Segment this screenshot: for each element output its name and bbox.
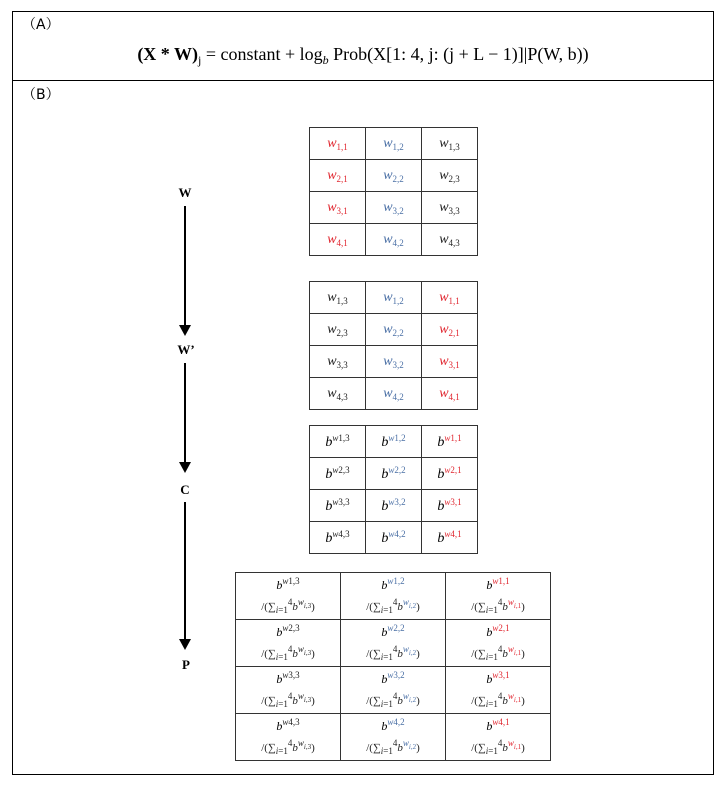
count-matrix-c xyxy=(309,425,478,554)
arrow-c-to-p xyxy=(184,502,186,640)
c-matrix-cell: $b^{w1,3}$ xyxy=(310,426,366,458)
p-matrix-cell: $b^{w1,2}$ $/(\sum_{i=1}^4b^{w_{i,2}})$ xyxy=(341,573,446,620)
w-matrix-row xyxy=(310,128,478,160)
formula-lhs: (X * W) xyxy=(137,44,198,64)
p-matrix-cell: $b^{w1,1}$ $/(\sum_{i=1}^4b^{w_{i,1}})$ xyxy=(446,573,551,620)
arrow-head-3 xyxy=(179,639,191,650)
convolution-formula xyxy=(0,44,726,68)
wprime-matrix-row xyxy=(310,378,478,410)
arrow-head-2 xyxy=(179,462,191,473)
wprime-matrix-row xyxy=(310,282,478,314)
formula-rhs: = constant + log xyxy=(205,44,323,64)
wprime-matrix-cell: $w_{2,2}$ xyxy=(366,314,422,346)
arrow-wprime-to-c xyxy=(184,363,186,463)
wprime-matrix-cell: $w_{4,2}$ xyxy=(366,378,422,410)
p-matrix-cell: $b^{w2,2}$ $/(\sum_{i=1}^4b^{w_{i,2}})$ xyxy=(341,620,446,667)
p-matrix-cell: $b^{w3,2}$ $/(\sum_{i=1}^4b^{w_{i,2}})$ xyxy=(341,667,446,714)
wprime-matrix-row xyxy=(310,346,478,378)
w-matrix-cell: $w_{2,2}$ xyxy=(366,160,422,192)
c-matrix-cell: $b^{w3,3}$ xyxy=(310,490,366,522)
p-matrix-row xyxy=(236,573,551,620)
wprime-matrix-cell: $w_{4,1}$ xyxy=(422,378,478,410)
p-matrix-cell: $b^{w1,3}$ $/(\sum_{i=1}^4b^{w_{i,3}})$ xyxy=(236,573,341,620)
p-matrix-cell: $b^{w4,2}$ $/(\sum_{i=1}^4b^{w_{i,2}})$ xyxy=(341,714,446,761)
w-matrix-cell: $w_{2,1}$ xyxy=(310,160,366,192)
w-matrix-cell: $w_{4,3}$ xyxy=(422,224,478,256)
wprime-matrix-cell: $w_{3,1}$ xyxy=(422,346,478,378)
c-matrix-cell: $b^{w4,3}$ xyxy=(310,522,366,554)
stage-p-label: P xyxy=(182,657,190,672)
formula-lhs-sub: j xyxy=(197,53,202,67)
stage-wprime-label: W’ xyxy=(177,342,195,357)
w-matrix-cell: $w_{1,2}$ xyxy=(366,128,422,160)
c-matrix-row xyxy=(310,426,478,458)
w-matrix-cell: $w_{3,3}$ xyxy=(422,192,478,224)
weight-matrix-w xyxy=(309,127,478,256)
w-matrix-row xyxy=(310,192,478,224)
probability-matrix-p xyxy=(235,572,551,761)
weight-matrix-w-prime xyxy=(309,281,478,410)
formula-log-base: b xyxy=(322,53,329,67)
c-matrix-row xyxy=(310,490,478,522)
wprime-matrix-cell: $w_{3,2}$ xyxy=(366,346,422,378)
w-matrix-cell: $w_{2,3}$ xyxy=(422,160,478,192)
w-matrix-cell: $w_{4,1}$ xyxy=(310,224,366,256)
w-matrix-cell: $w_{3,1}$ xyxy=(310,192,366,224)
panel-a-label: （A） xyxy=(22,17,60,33)
w-matrix-row xyxy=(310,224,478,256)
c-matrix-cell: $b^{w2,1}$ xyxy=(422,458,478,490)
panel-divider xyxy=(12,80,714,81)
c-matrix-cell: $b^{w3,2}$ xyxy=(366,490,422,522)
p-matrix-row xyxy=(236,620,551,667)
c-matrix-cell: $b^{w1,1}$ xyxy=(422,426,478,458)
p-matrix-cell: $b^{w2,1}$ $/(\sum_{i=1}^4b^{w_{i,1}})$ xyxy=(446,620,551,667)
arrow-w-to-wprime xyxy=(184,206,186,326)
wprime-matrix-cell: $w_{3,3}$ xyxy=(310,346,366,378)
wprime-matrix-cell: $w_{1,3}$ xyxy=(310,282,366,314)
arrow-head-1 xyxy=(179,325,191,336)
c-matrix-row xyxy=(310,458,478,490)
wprime-matrix-cell: $w_{1,1}$ xyxy=(422,282,478,314)
panel-b-label: （B） xyxy=(22,87,60,103)
stage-w-label: W xyxy=(178,185,192,200)
w-matrix-cell: $w_{1,3}$ xyxy=(422,128,478,160)
w-matrix-cell: $w_{4,2}$ xyxy=(366,224,422,256)
wprime-matrix-cell: $w_{1,2}$ xyxy=(366,282,422,314)
p-matrix-cell: $b^{w3,1}$ $/(\sum_{i=1}^4b^{w_{i,1}})$ xyxy=(446,667,551,714)
p-matrix-cell: $b^{w3,3}$ $/(\sum_{i=1}^4b^{w_{i,3}})$ xyxy=(236,667,341,714)
stage-c-label: C xyxy=(180,482,190,497)
p-matrix-row xyxy=(236,667,551,714)
wprime-matrix-cell: $w_{4,3}$ xyxy=(310,378,366,410)
p-matrix-cell: $b^{w2,3}$ $/(\sum_{i=1}^4b^{w_{i,3}})$ xyxy=(236,620,341,667)
wprime-matrix-cell: $w_{2,1}$ xyxy=(422,314,478,346)
w-matrix-cell: $w_{1,1}$ xyxy=(310,128,366,160)
c-matrix-cell: $b^{w2,2}$ xyxy=(366,458,422,490)
c-matrix-cell: $b^{w4,1}$ xyxy=(422,522,478,554)
w-matrix-cell: $w_{3,2}$ xyxy=(366,192,422,224)
wprime-matrix-row xyxy=(310,314,478,346)
wprime-matrix-cell: $w_{2,3}$ xyxy=(310,314,366,346)
p-matrix-row xyxy=(236,714,551,761)
c-matrix-cell: $b^{w1,2}$ xyxy=(366,426,422,458)
c-matrix-cell: $b^{w3,1}$ xyxy=(422,490,478,522)
w-matrix-row xyxy=(310,160,478,192)
p-matrix-cell: $b^{w4,1}$ $/(\sum_{i=1}^4b^{w_{i,1}})$ xyxy=(446,714,551,761)
p-matrix-cell: $b^{w4,3}$ $/(\sum_{i=1}^4b^{w_{i,3}})$ xyxy=(236,714,341,761)
c-matrix-cell: $b^{w2,3}$ xyxy=(310,458,366,490)
formula-prob: Prob(X[1: 4, j: (j + L − 1)]|P(W, b)) xyxy=(328,44,589,64)
c-matrix-row xyxy=(310,522,478,554)
c-matrix-cell: $b^{w4,2}$ xyxy=(366,522,422,554)
